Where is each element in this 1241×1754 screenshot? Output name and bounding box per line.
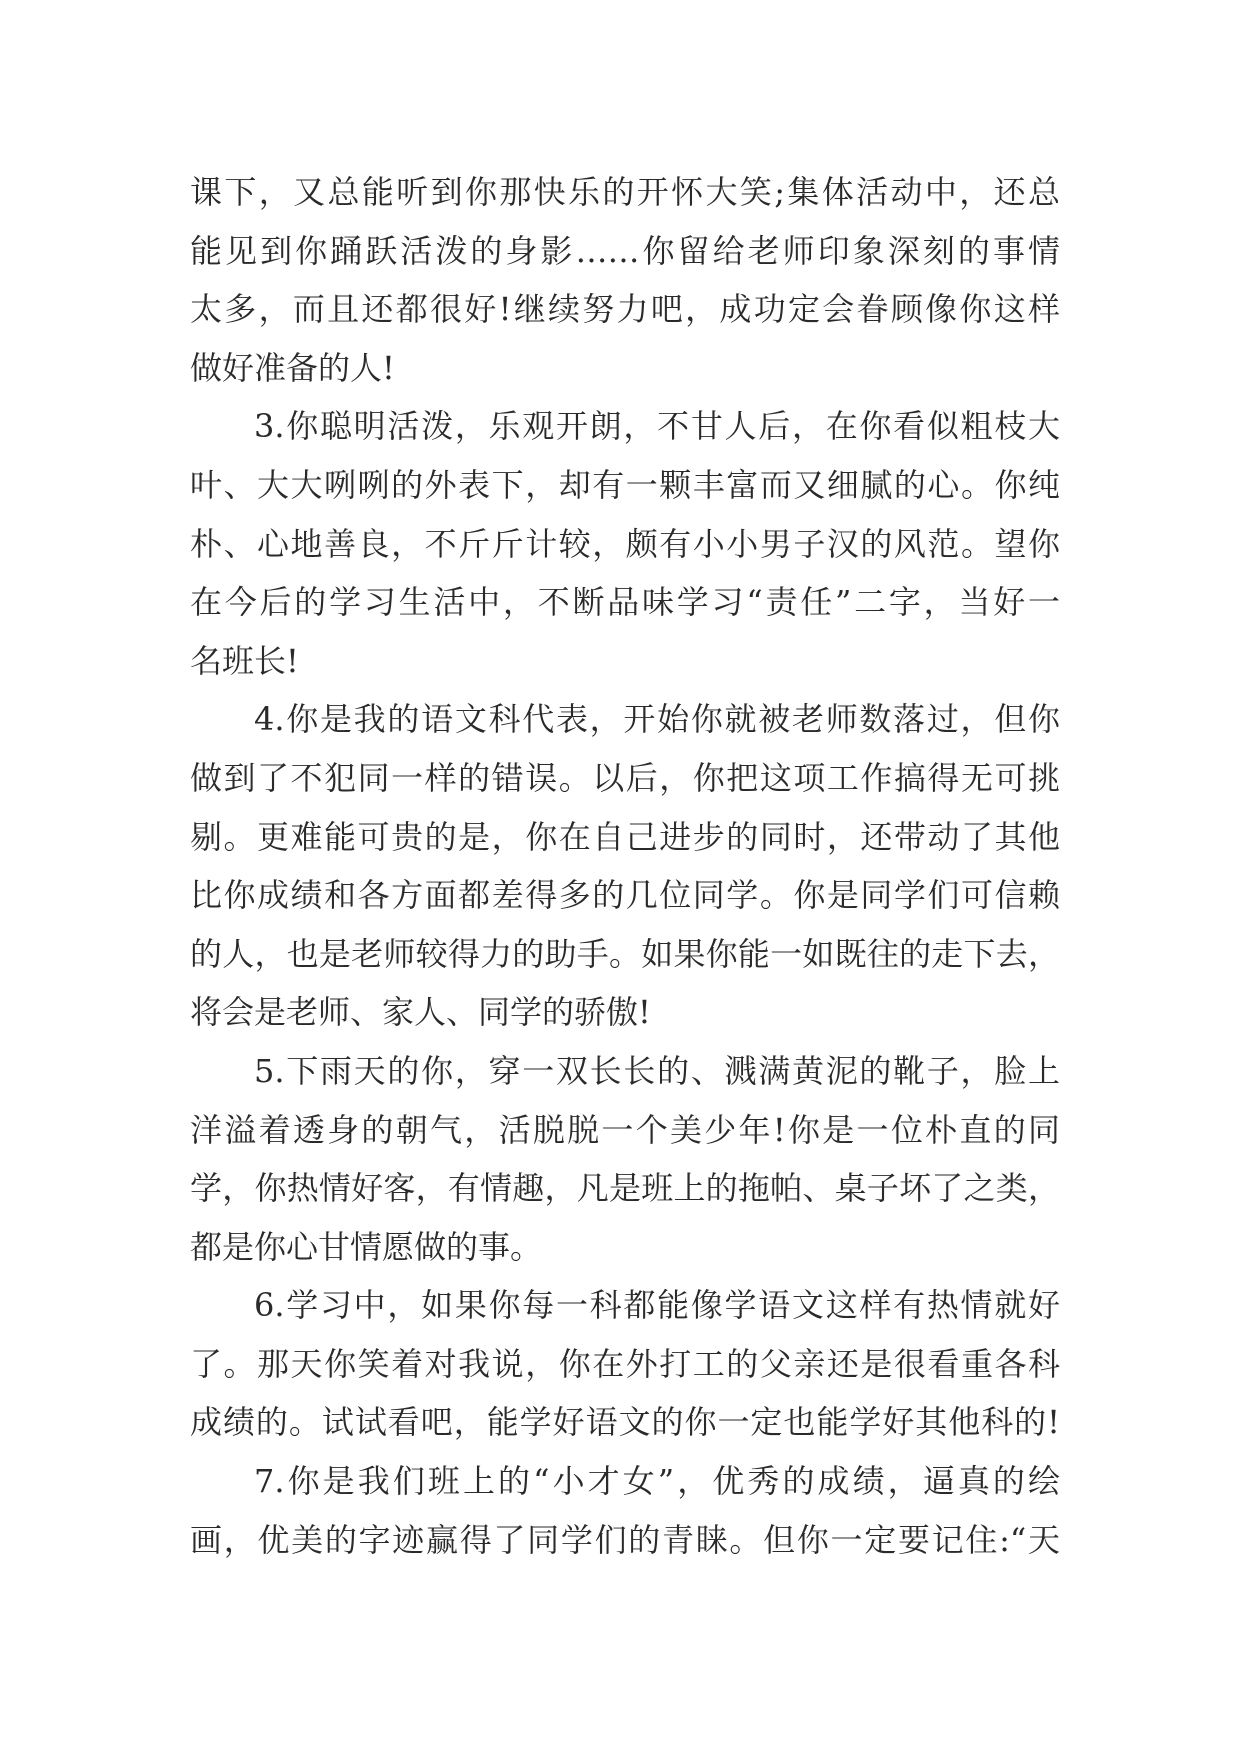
text-line: 朴、心地善良，不斤斤计较，颇有小小男子汉的风范。望你 xyxy=(190,524,1060,563)
paragraph-start-line: 7.你是我们班上的“小才女”，优秀的成绩，逼真的绘 xyxy=(254,1462,1060,1501)
text-line: 能见到你踊跃活泼的身影……你留给老师印象深刻的事情 xyxy=(190,231,1060,270)
text-line: 做到了不犯同一样的错误。以后，你把这项工作搞得无可挑 xyxy=(190,758,1060,797)
text-line: 画，优美的字迹赢得了同学们的青睐。但你一定要记住:“天 xyxy=(190,1520,1060,1559)
paragraph-start-line: 3.你聪明活泼，乐观开朗，不甘人后，在你看似粗枝大 xyxy=(254,407,1060,446)
text-line: 比你成绩和各方面都差得多的几位同学。你是同学们可信赖 xyxy=(190,876,1060,915)
paragraph-start-line: 4.你是我的语文科代表，开始你就被老师数落过，但你 xyxy=(254,700,1060,739)
text-line: 做好准备的人! xyxy=(190,348,395,387)
text-line: 课下，又总能听到你那快乐的开怀大笑;集体活动中，还总 xyxy=(190,173,1060,211)
body-text xyxy=(190,163,1060,1569)
text-line: 了。那天你笑着对我说，你在外打工的父亲还是很看重各科 xyxy=(190,1344,1060,1383)
text-line: 剔。更难能可贵的是，你在自己进步的同时，还带动了其他 xyxy=(190,817,1060,856)
text-line: 成绩的。试试看吧，能学好语文的你一定也能学好其他科的! xyxy=(190,1403,1060,1442)
paragraph-start-line: 5.下雨天的你，穿一双长长的、溅满黄泥的靴子，脸上 xyxy=(254,1051,1060,1090)
text-line: 在今后的学习生活中，不断品味学习“责任”二字，当好一 xyxy=(190,583,1060,622)
paragraph-start-line: 6.学习中，如果你每一科都能像学语文这样有热情就好 xyxy=(254,1286,1060,1325)
text-line: 将会是老师、家人、同学的骄傲! xyxy=(190,993,651,1032)
text-line: 名班长! xyxy=(190,641,299,680)
text-line: 叶、大大咧咧的外表下，却有一颗丰富而又细腻的心。你纯 xyxy=(190,465,1060,504)
text-line: 洋溢着透身的朝气，活脱脱一个美少年!你是一位朴直的同 xyxy=(190,1110,1060,1149)
text-line: 的人，也是老师较得力的助手。如果你能一如既往的走下去， xyxy=(190,934,1060,973)
text-line: 都是你心甘情愿做的事。 xyxy=(190,1227,543,1266)
text-line: 太多，而且还都很好!继续努力吧，成功定会眷顾像你这样 xyxy=(190,290,1060,329)
text-line: 学，你热情好客，有情趣，凡是班上的拖帕、桌子坏了之类， xyxy=(190,1169,1060,1208)
